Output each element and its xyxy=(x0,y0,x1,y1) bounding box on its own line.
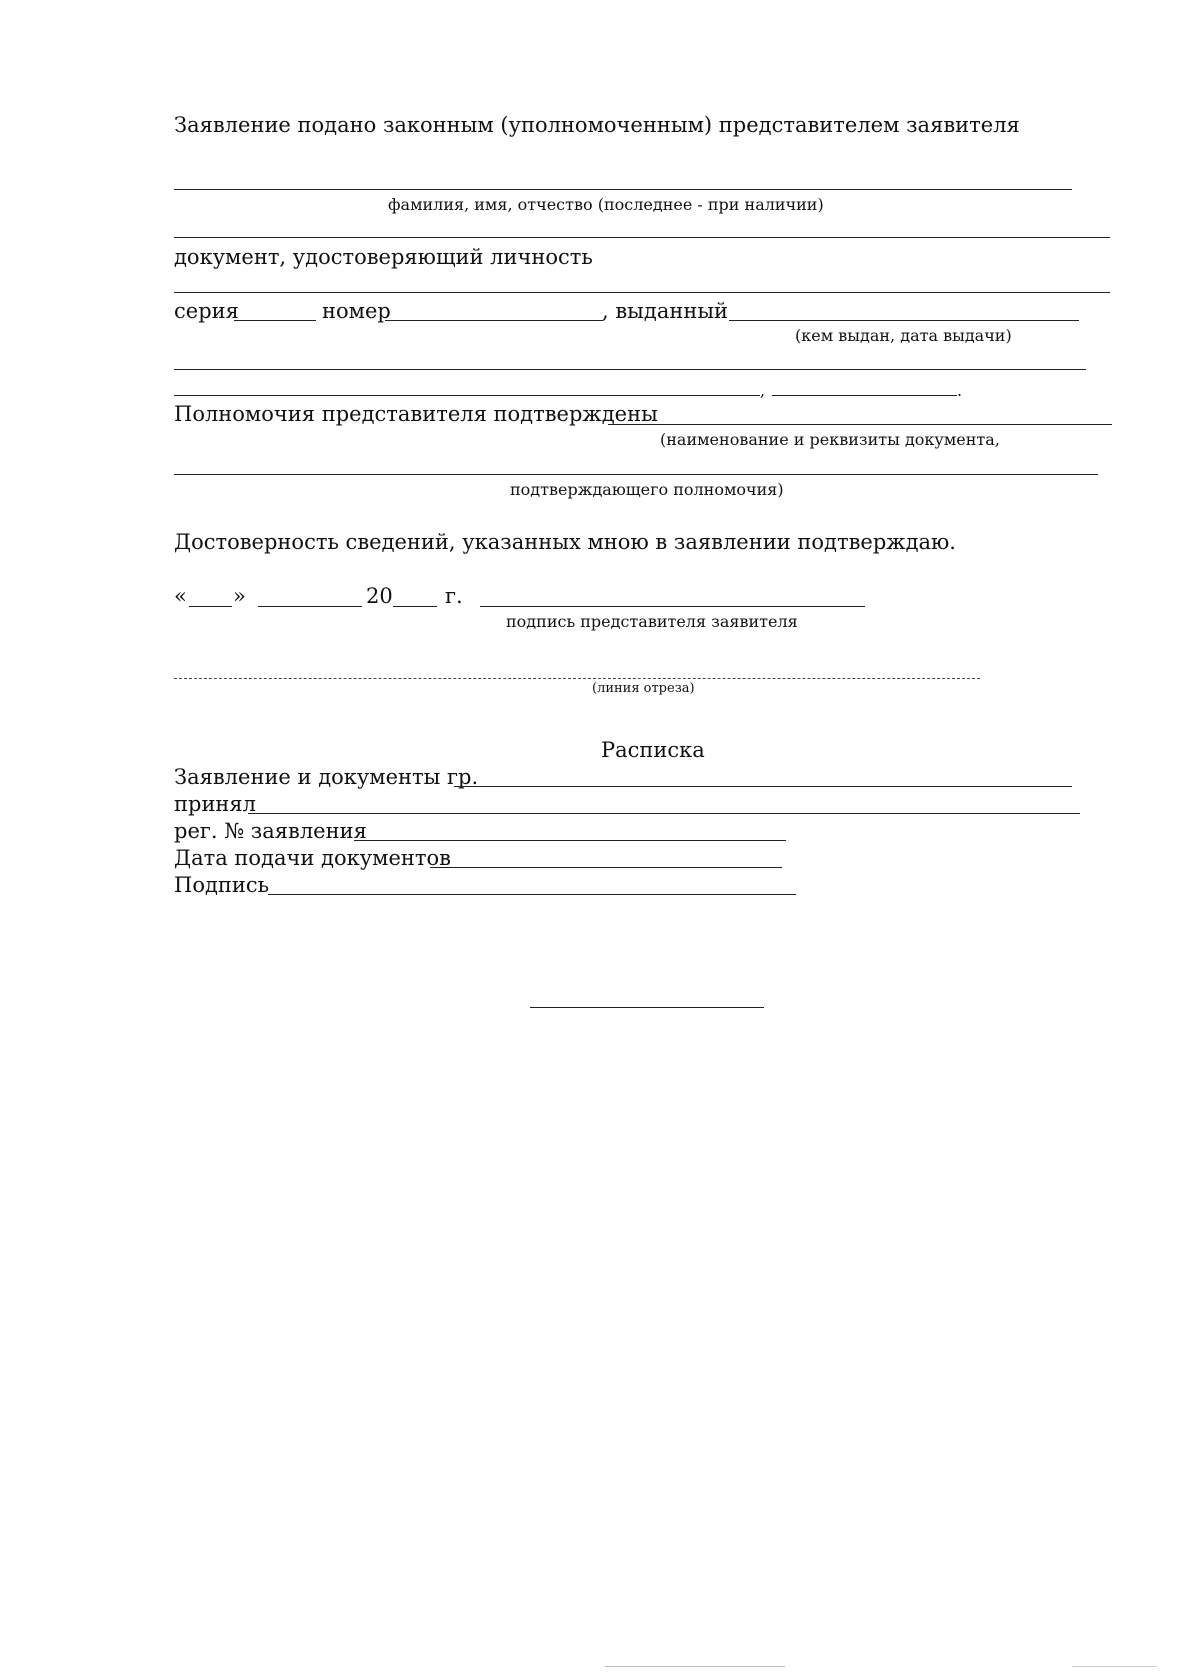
representative-fio-field-2[interactable] xyxy=(174,237,1110,238)
receipt-signature-field[interactable] xyxy=(268,894,796,895)
series-label: серия xyxy=(174,299,239,323)
receipt-date-field[interactable] xyxy=(430,867,782,868)
date-close-quote: » xyxy=(233,584,246,608)
authority-label: Полномочия представителя подтверждены xyxy=(174,402,658,426)
authority-field[interactable] xyxy=(608,424,1112,425)
representative-fio-field[interactable] xyxy=(174,189,1072,190)
receipt-reg-label: рег. № заявления xyxy=(174,819,367,843)
authority-caption-2: подтверждающего полномочия) xyxy=(510,480,784,499)
end-separator xyxy=(530,1007,764,1008)
issued-field-2[interactable] xyxy=(174,369,1086,370)
id-doc-label: документ, удостоверяющий личность xyxy=(174,245,593,269)
date-open-quote: « xyxy=(174,584,187,608)
signature-caption: подпись представителя заявителя xyxy=(506,612,798,631)
number-field[interactable] xyxy=(385,320,603,321)
date-year-field[interactable] xyxy=(393,606,437,607)
receipt-reg-field[interactable] xyxy=(354,840,786,841)
fio-caption: фамилия, имя, отчество (последнее - при наличии) xyxy=(388,195,824,214)
date-day-field[interactable] xyxy=(189,606,232,607)
receipt-citizen-field[interactable] xyxy=(454,786,1072,787)
date-month-field[interactable] xyxy=(258,606,362,607)
receipt-docs-label: Заявление и документы гр. xyxy=(174,765,479,789)
issued-caption: (кем выдан, дата выдачи) xyxy=(795,326,1012,345)
representative-signature-field[interactable] xyxy=(480,606,865,607)
issued-field[interactable] xyxy=(729,320,1079,321)
issued-label: , выданный xyxy=(602,299,729,323)
scan-artifact-line-2 xyxy=(1072,1666,1157,1667)
receipt-signature-label: Подпись xyxy=(174,873,270,897)
receipt-date-label: Дата подачи документов xyxy=(174,846,451,870)
number-label: номер xyxy=(322,299,391,323)
authority-field-2[interactable] xyxy=(174,474,1098,475)
cut-line-caption: (линия отреза) xyxy=(592,681,695,696)
scan-artifact-line xyxy=(605,1666,785,1667)
cut-line xyxy=(174,678,980,679)
confirm-text: Достоверность сведений, указанных мною в заявлении подтверждаю. xyxy=(174,530,956,554)
period-mark: . xyxy=(957,381,963,400)
authority-caption-1: (наименование и реквизиты документа, xyxy=(660,430,1000,449)
comma-mark: , xyxy=(760,381,766,400)
receipt-accepted-field[interactable] xyxy=(248,813,1080,814)
id-doc-field[interactable] xyxy=(174,292,1110,293)
issue-date-field[interactable] xyxy=(772,395,957,396)
issued-field-3[interactable] xyxy=(174,395,760,396)
representative-header: Заявление подано законным (уполномоченным) представителем заявителя xyxy=(174,113,1020,137)
series-field[interactable] xyxy=(234,320,316,321)
date-year-suffix: г. xyxy=(445,584,463,608)
receipt-title: Расписка xyxy=(601,738,705,762)
receipt-accepted-label: принял xyxy=(174,792,257,816)
date-year-prefix: 20 xyxy=(366,584,393,608)
